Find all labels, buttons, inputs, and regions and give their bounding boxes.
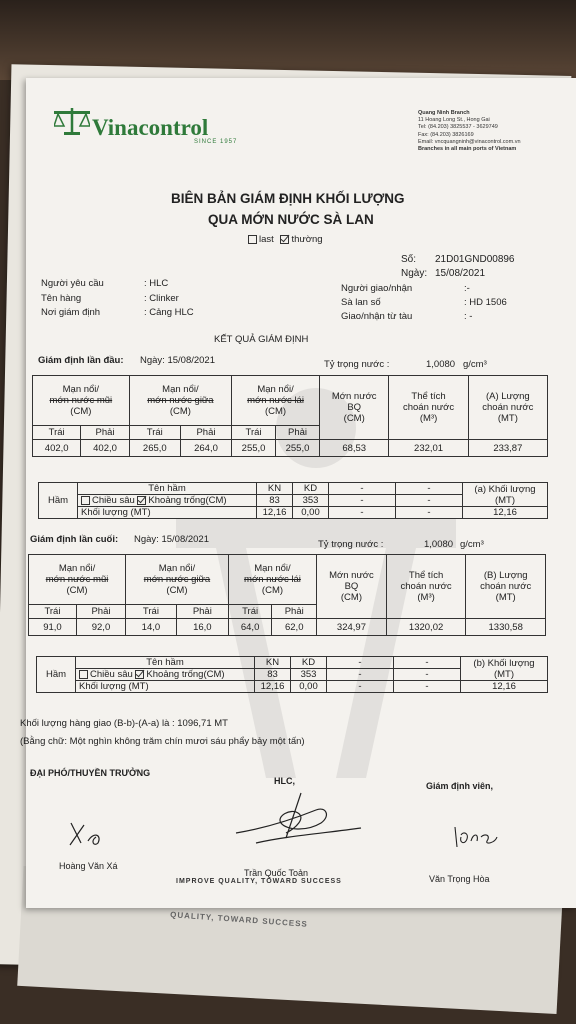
document-sheet [20, 78, 576, 908]
kn-value: 83 [257, 495, 293, 507]
bq-header-line: BQ [344, 581, 359, 592]
bow-header-line: (CM) [70, 406, 92, 417]
underlying-slogan: QUALITY, TOWARD SUCCESS [169, 910, 309, 929]
first-density-label: Tỷ trọng nước : [324, 359, 390, 370]
doc-title: BIÊN BẢN GIÁM ĐỊNH KHỐI LƯỢNG [171, 191, 405, 206]
hold-result-label [463, 483, 548, 507]
last-density-label: Tỷ trọng nước : [318, 539, 384, 550]
draft-cell: 64,0 [228, 619, 272, 636]
first-hold-table [38, 482, 548, 519]
port-header: Trái [129, 426, 180, 440]
dash-cell: - [327, 681, 394, 693]
requester-label: Người yêu cầu [41, 278, 104, 289]
kd-mass: 0,00 [291, 681, 327, 693]
disp-header-line: (A) Lượng [485, 391, 530, 402]
volume-cell: 1320,02 [386, 619, 466, 636]
summary-line: Khối lượng hàng giao (B-b)-(A-a) là : 1096,71 MT [20, 718, 228, 729]
space-label: Khoảng trống(CM) [148, 495, 227, 506]
mid-header-line: (CM) [169, 406, 191, 417]
mid-header-line: Mạn nổi/ [162, 384, 199, 395]
depth-label: Chiều sâu [92, 495, 135, 506]
logo-name: Vinacontrol [92, 115, 209, 140]
depth-space-cell [78, 495, 257, 507]
space-checkbox[interactable] [137, 496, 146, 505]
branch-line: Email: vncquangninh@vinacontrol.com.vn [418, 138, 521, 145]
ship-label: Giao/nhận từ tàu [341, 311, 413, 322]
kd-header: KD [293, 483, 329, 495]
draft-cell: 255,0 [232, 440, 276, 457]
hold-result-label-line: (a) Khối lượng [474, 483, 536, 495]
first-inspection-label: Giám định lần đầu: [38, 355, 124, 366]
disp-header-line: choán nước [480, 581, 532, 592]
aft-header-line: mớn nước lái [247, 395, 304, 406]
disp-header-line: choán nước [482, 402, 534, 413]
aft-header [232, 376, 320, 426]
goods-label: Tên hàng [41, 293, 82, 304]
doc-subtitle: QUA MỚN NƯỚC SÀ LAN [208, 212, 374, 227]
hlc-title: HLC, [274, 776, 295, 786]
type-options [248, 234, 323, 245]
hold-label: Hầm [37, 657, 76, 693]
kd-header: KD [291, 657, 327, 669]
draft-cell: 14,0 [126, 619, 177, 636]
dash-cell: - [394, 681, 461, 693]
vol-header-line: Thể tích [411, 391, 446, 402]
first-density-unit: g/cm³ [463, 359, 487, 370]
mid-header [129, 376, 231, 426]
captain-title: ĐẠI PHÓ/THUYỀN TRƯỞNG [30, 768, 151, 778]
draft-cell: 16,0 [176, 619, 228, 636]
normal-checkbox[interactable] [280, 235, 289, 244]
starboard-header: Phải [276, 426, 320, 440]
dash-cell: - [396, 507, 463, 519]
bow-header-line: mớn nước mũi [49, 395, 113, 406]
disp-header-line: (B) Lượng [483, 570, 528, 581]
dash-cell: - [329, 507, 396, 519]
bq-header-line: Mớn nước [331, 391, 377, 402]
dash-cell: - [394, 657, 461, 669]
starboard-header: Phải [81, 426, 129, 440]
mass-label: Khối lượng (MT) [76, 681, 255, 693]
bow-header [33, 376, 130, 426]
requester-value: : HLC [144, 278, 169, 289]
doc-number-label: Số: [401, 254, 417, 265]
last-option-label: last [259, 234, 274, 245]
mid-header-line: (CM) [166, 585, 188, 596]
volume-header [389, 376, 468, 440]
aft-header-line: (CM) [261, 585, 284, 596]
depth-label: Chiều sâu [90, 669, 133, 680]
mean-draft-cell: 324,97 [317, 619, 387, 636]
barge-value: : HD 1506 [464, 297, 507, 308]
captain-signature-icon [66, 813, 116, 853]
goods-value: : Clinker [144, 293, 179, 304]
last-checkbox[interactable] [248, 235, 257, 244]
branch-line: Branches in all main ports of Vietnam [418, 146, 517, 153]
place-value: : Cảng HLC [144, 307, 194, 318]
hold-name-header: Tên hầm [76, 657, 255, 669]
disp-header-line: (MT) [497, 413, 518, 424]
result-title: KẾT QUẢ GIÁM ĐỊNH [214, 334, 309, 345]
dash-cell: - [396, 495, 463, 507]
draft-cell: 402,0 [81, 440, 129, 457]
mass-label: Khối lượng (MT) [78, 507, 257, 519]
ship-value: : - [464, 311, 473, 322]
dash-cell: - [327, 669, 394, 681]
mean-draft-cell: 68,53 [319, 440, 388, 457]
normal-option-label: thường [291, 234, 323, 245]
bow-header-line: Mạn nổi/ [58, 563, 96, 574]
hold-result-label-line: (MT) [494, 494, 516, 506]
hold-result-label-line: (MT) [493, 668, 515, 680]
disp-header-line: (MT) [495, 592, 516, 603]
bow-header [29, 555, 126, 605]
branch-line: Quang Ninh Branch [418, 110, 470, 116]
doc-date-label: Ngày: [401, 268, 428, 279]
space-checkbox[interactable] [135, 670, 144, 679]
mean-draft-header [319, 376, 388, 440]
starboard-header: Phải [180, 426, 231, 440]
kd-mass: 0,00 [293, 507, 329, 519]
kn-value: 83 [255, 669, 291, 681]
draft-cell: 264,0 [180, 440, 231, 457]
mid-header-line: mớn nước giữa [143, 574, 211, 585]
place-label: Nơi giám định [41, 307, 101, 318]
kn-mass: 12,16 [257, 507, 293, 519]
vol-header-line: (M³) [417, 592, 435, 603]
hold-label: Hầm [39, 483, 78, 519]
volume-header [386, 555, 466, 619]
barge-label: Sà lan số [341, 297, 381, 308]
port-header: Trái [232, 426, 276, 440]
port-header: Trái [33, 426, 81, 440]
hold-name-header: Tên hầm [78, 483, 257, 495]
depth-checkbox[interactable] [79, 670, 88, 679]
deliverer-value: :- [464, 283, 470, 294]
first-density-value: 1,0080 [426, 359, 456, 370]
logo-since: SINCE 1957 [194, 139, 238, 145]
doc-number: 21D01GND00896 [435, 254, 515, 265]
vinacontrol-logo-icon [54, 108, 90, 136]
hold-result-label [461, 657, 548, 681]
displacement-header [466, 555, 546, 619]
port-header: Trái [126, 605, 177, 619]
bq-header-line: (CM) [340, 592, 362, 603]
hold-result-value: 12,16 [463, 507, 548, 519]
inspector-name: Văn Trọng Hòa [429, 874, 490, 884]
branch-line: Fax: (84.203) 3826169 [418, 131, 474, 138]
dash-cell: - [327, 657, 394, 669]
mean-draft-header [317, 555, 387, 619]
footer-slogan: IMPROVE QUALITY, TOWARD SUCCESS [176, 878, 342, 885]
mid-header-line: Mạn nổi/ [158, 563, 196, 574]
dash-cell: - [329, 495, 396, 507]
last-density-value: 1,0080 [424, 539, 454, 550]
draft-cell: 92,0 [76, 619, 125, 636]
displacement-header [468, 376, 547, 440]
hold-result-value: 12,16 [461, 681, 548, 693]
first-draft-table [32, 375, 548, 457]
aft-header-line: mớn nước lái [244, 574, 301, 585]
displacement-cell: 233,87 [468, 440, 547, 457]
vol-header-line: Thể tích [408, 570, 444, 581]
last-inspection-label: Giám định lần cuối: [30, 534, 119, 545]
dash-cell: - [396, 483, 463, 495]
last-hold-table [36, 656, 548, 693]
captain-name: Hoàng Văn Xá [59, 861, 118, 871]
branch-address [418, 110, 521, 153]
hlc-name: Trần Quốc Toản [244, 868, 309, 878]
draft-cell: 255,0 [276, 440, 320, 457]
dash-cell: - [394, 669, 461, 681]
hold-result-label-line: (b) Khối lượng [473, 657, 535, 669]
first-inspection-date: Ngày: 15/08/2021 [140, 355, 216, 366]
bq-header-line: (CM) [343, 413, 365, 424]
aft-header-line: (CM) [264, 406, 287, 417]
volume-cell: 232,01 [389, 440, 468, 457]
summary-words: (Bằng chữ: Một nghìn không trăm chín mươi sáu phẩy bảy một tấn) [20, 736, 305, 747]
kn-header: KN [257, 483, 293, 495]
port-header: Trái [228, 605, 272, 619]
bq-header-line: Mớn nước [329, 570, 374, 581]
kn-mass: 12,16 [255, 681, 291, 693]
aft-header-line: Mạn nổi/ [257, 384, 294, 395]
port-header: Trái [29, 605, 77, 619]
kn-header: KN [255, 657, 291, 669]
last-draft-table [28, 554, 546, 636]
displacement-cell: 1330,58 [466, 619, 546, 636]
branch-line: 11 Hoang Long St., Hong Gai [418, 117, 490, 124]
bow-header-line: mớn nước mũi [45, 574, 109, 585]
depth-checkbox[interactable] [81, 496, 90, 505]
kd-value: 353 [293, 495, 329, 507]
kd-value: 353 [291, 669, 327, 681]
inspector-title: Giám định viên, [426, 781, 494, 791]
doc-date: 15/08/2021 [435, 268, 486, 279]
vol-header-line: choán nước [402, 402, 455, 413]
vol-header-line: choán nước [400, 581, 452, 592]
mid-header [126, 555, 229, 605]
hlc-signature-icon [226, 788, 366, 858]
starboard-header: Phải [272, 605, 317, 619]
last-density-unit: g/cm³ [460, 539, 484, 550]
draft-cell: 265,0 [129, 440, 180, 457]
draft-cell: 91,0 [29, 619, 77, 636]
draft-cell: 402,0 [33, 440, 81, 457]
inspector-signature-icon [451, 821, 501, 851]
starboard-header: Phải [76, 605, 125, 619]
branch-line: Tel: (84.203) 3825537 - 3629749 [418, 124, 498, 131]
last-inspection-date: Ngày: 15/08/2021 [134, 534, 210, 545]
space-label: Khoảng trống(CM) [146, 669, 225, 680]
bq-header-line: BQ [347, 402, 362, 413]
aft-header [228, 555, 316, 605]
mid-header-line: mớn nước giữa [147, 395, 214, 406]
dash-cell: - [329, 483, 396, 495]
deliverer-label: Người giao/nhận [341, 283, 413, 294]
vol-header-line: (M³) [419, 413, 438, 424]
bow-header-line: (CM) [66, 585, 88, 596]
starboard-header: Phải [176, 605, 228, 619]
bow-header-line: Mạn nổi/ [62, 384, 100, 395]
aft-header-line: Mạn nổi/ [254, 563, 291, 574]
depth-space-cell [76, 669, 255, 681]
draft-cell: 62,0 [272, 619, 317, 636]
